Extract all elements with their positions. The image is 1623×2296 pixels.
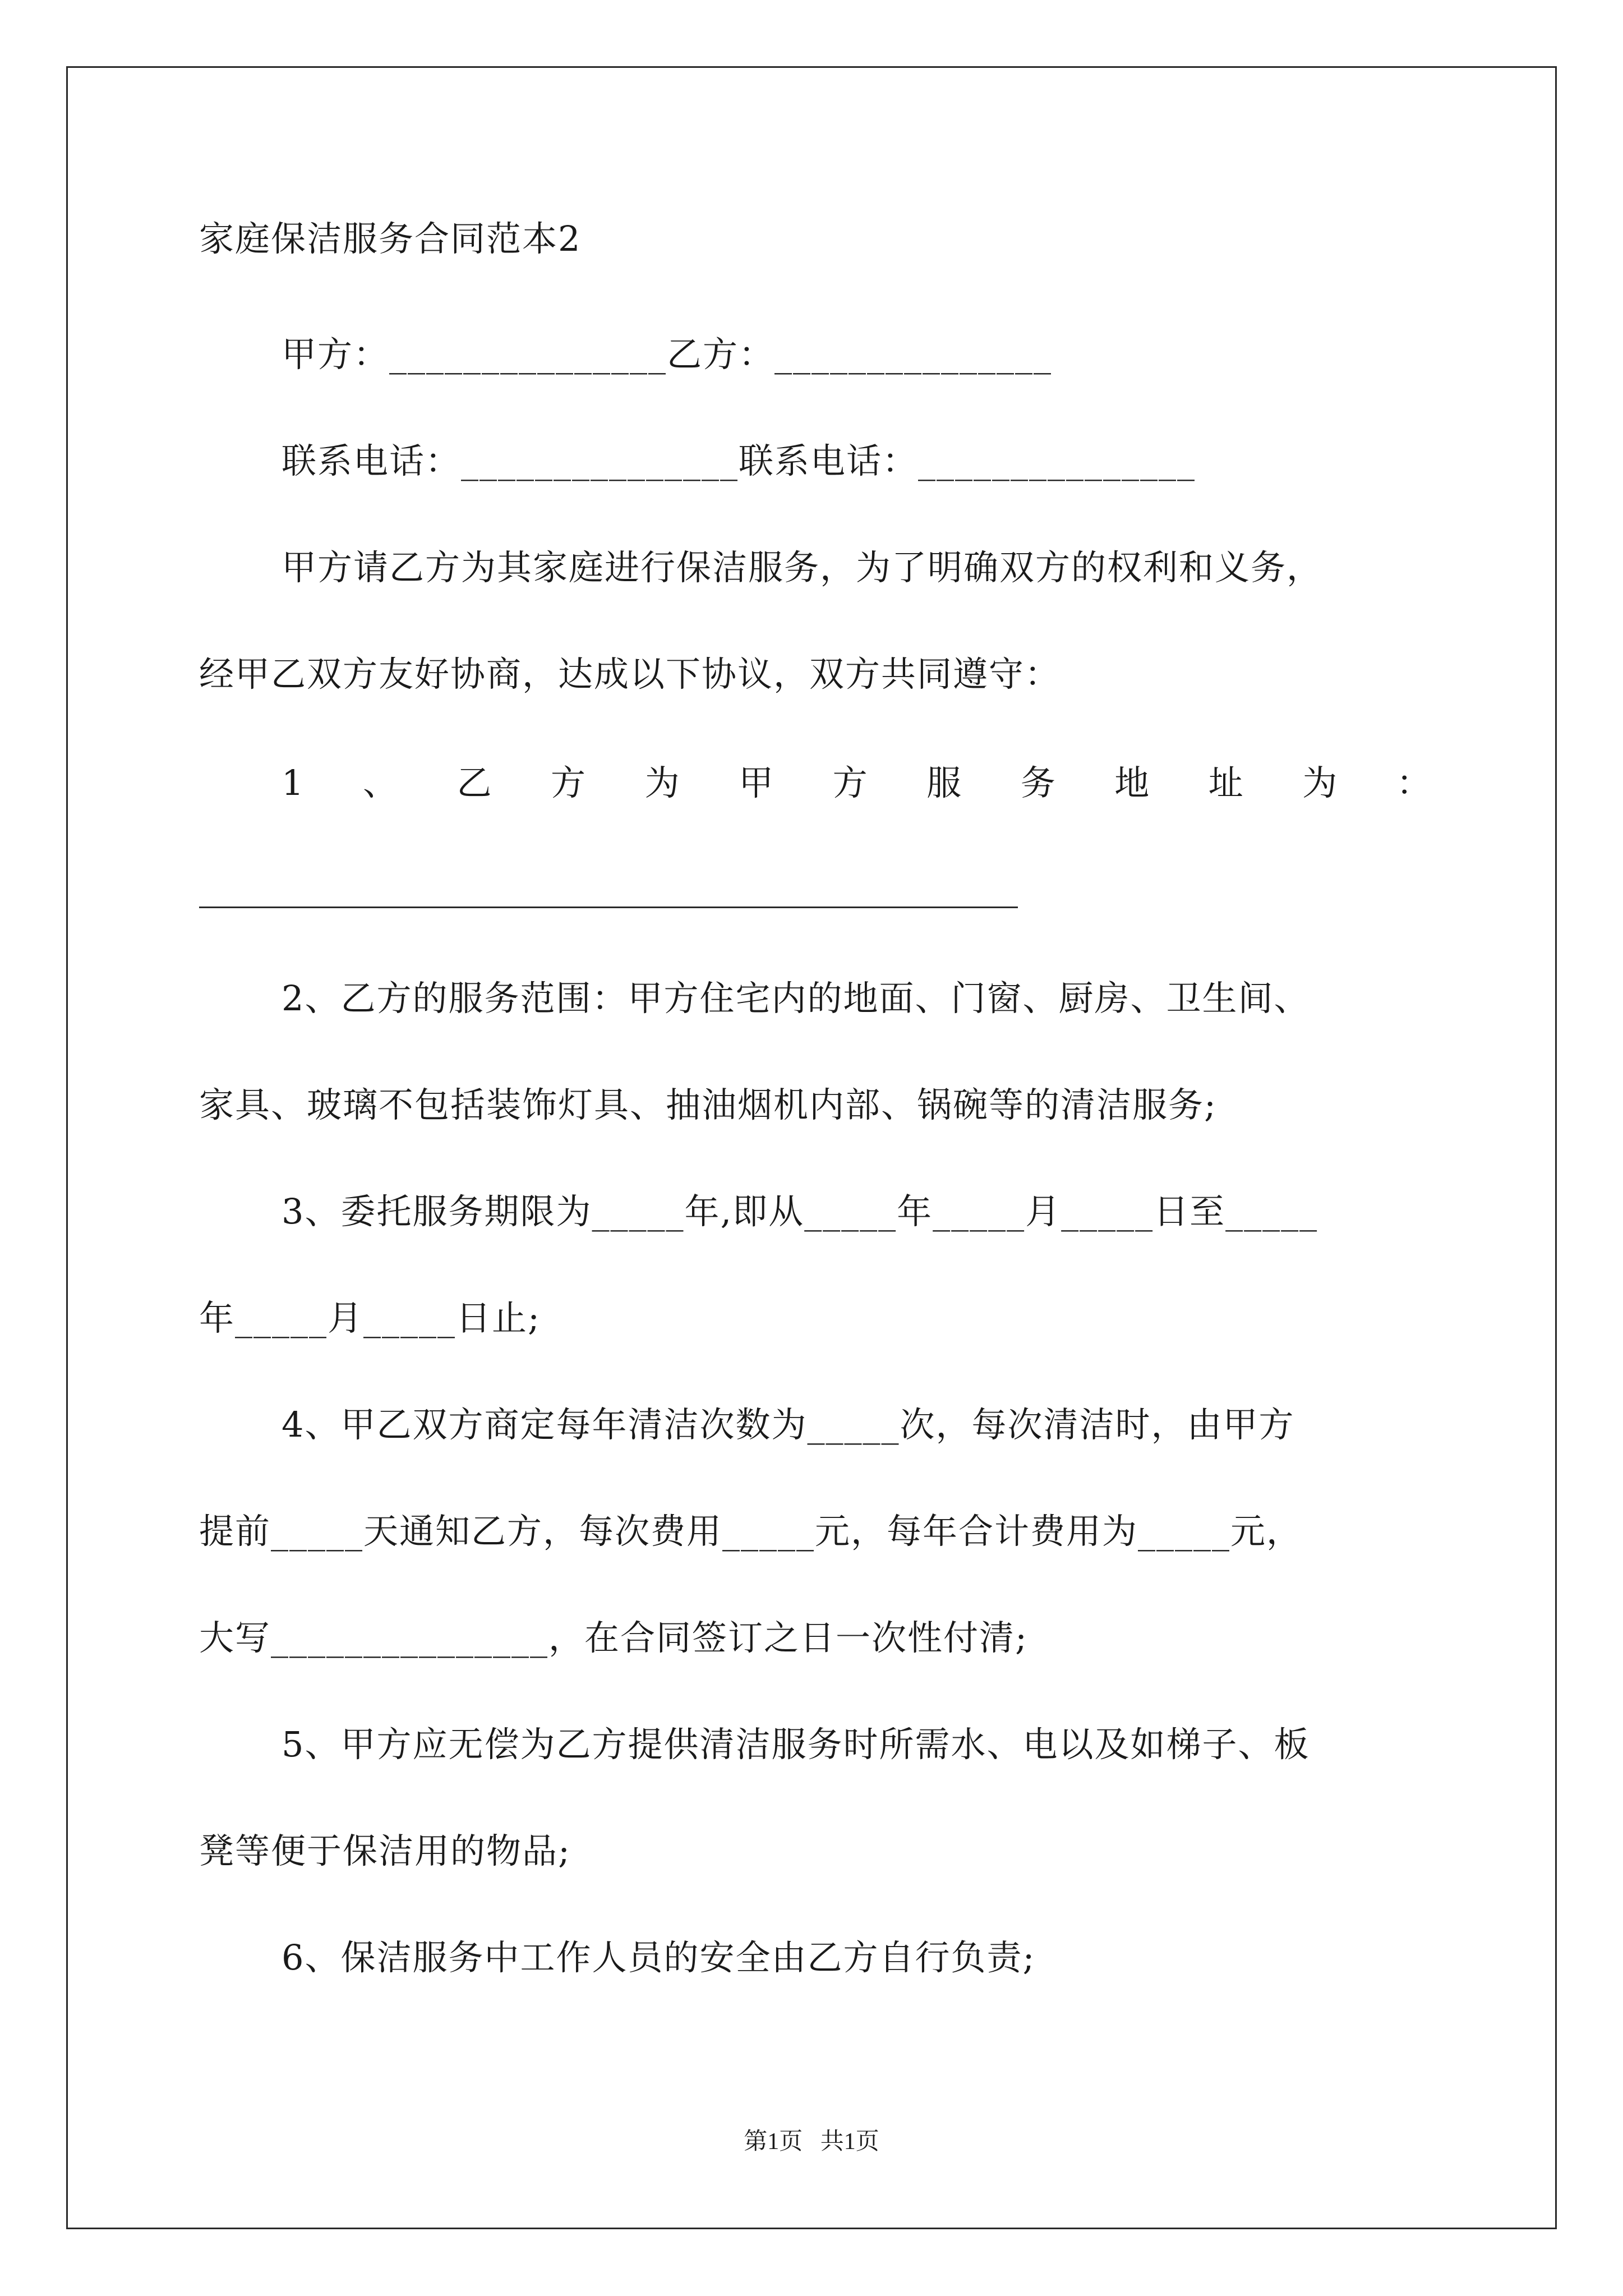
clause-1-char: 方 — [551, 762, 586, 803]
page-border — [66, 66, 1557, 2229]
intro-paragraph-line-2: 经甲乙双方友好协商，达成以下协议，双方共同遵守： — [199, 654, 1061, 694]
clause-3-line-1: 3、委托服务期限为_____年,即从_____年_____月_____日至_____ — [282, 1191, 1318, 1232]
address-blank-line — [199, 907, 1018, 908]
clause-4-line-2: 提前_____天通知乙方，每次费用_____元，每年合计费用为_____元， — [199, 1511, 1303, 1552]
clause-1-char: 乙 — [457, 762, 492, 803]
clause-1-char: 为 — [644, 762, 680, 803]
clause-5-line-2: 凳等便于保洁用的物品; — [199, 1830, 571, 1871]
clause-4-line-1: 4、甲乙双方商定每年清洁次数为_____次，每次清洁时，由甲方 — [282, 1404, 1295, 1445]
clause-1-char: 为 — [1302, 762, 1338, 803]
intro-paragraph-line-1: 甲方请乙方为其家庭进行保洁服务，为了明确双方的权利和义务， — [282, 547, 1323, 588]
clause-1-char: 甲 — [739, 762, 774, 803]
clause-2-line-1: 2、乙方的服务范围：甲方住宅内的地面、门窗、厨房、卫生间、 — [282, 978, 1310, 1019]
clause-6: 6、保洁服务中工作人员的安全由乙方自行负责; — [282, 1937, 1036, 1978]
clause-5-line-1: 5、甲方应无偿为乙方提供清洁服务时所需水、电以及如梯子、板 — [282, 1724, 1310, 1765]
party-line: 甲方：_______________乙方：_______________ — [282, 334, 1053, 375]
page-footer: 第1页 共1页 — [744, 2129, 879, 2155]
clause-1 — [282, 761, 1431, 806]
clause-4-line-3: 大写_______________，在合同签订之日一次性付清; — [199, 1617, 1028, 1658]
clause-1-char: 1 — [282, 762, 304, 803]
clause-1-char: 地 — [1114, 762, 1150, 803]
clause-3-line-2: 年_____月_____日止; — [199, 1297, 541, 1338]
document-title: 家庭保洁服务合同范本2 — [199, 218, 582, 259]
clause-1-char: ： — [1396, 762, 1431, 803]
clause-2-line-2: 家具、玻璃不包括装饰灯具、抽油烟机内部、锅碗等的清洁服务; — [199, 1084, 1217, 1125]
phone-line: 联系电话：_______________联系电话：_______________ — [282, 440, 1196, 481]
clause-1-char: 、 — [362, 762, 398, 803]
clause-1-char: 务 — [1020, 762, 1055, 803]
clause-1-char: 址 — [1208, 762, 1243, 803]
clause-1-char: 服 — [926, 762, 962, 803]
clause-1-char: 方 — [832, 762, 868, 803]
